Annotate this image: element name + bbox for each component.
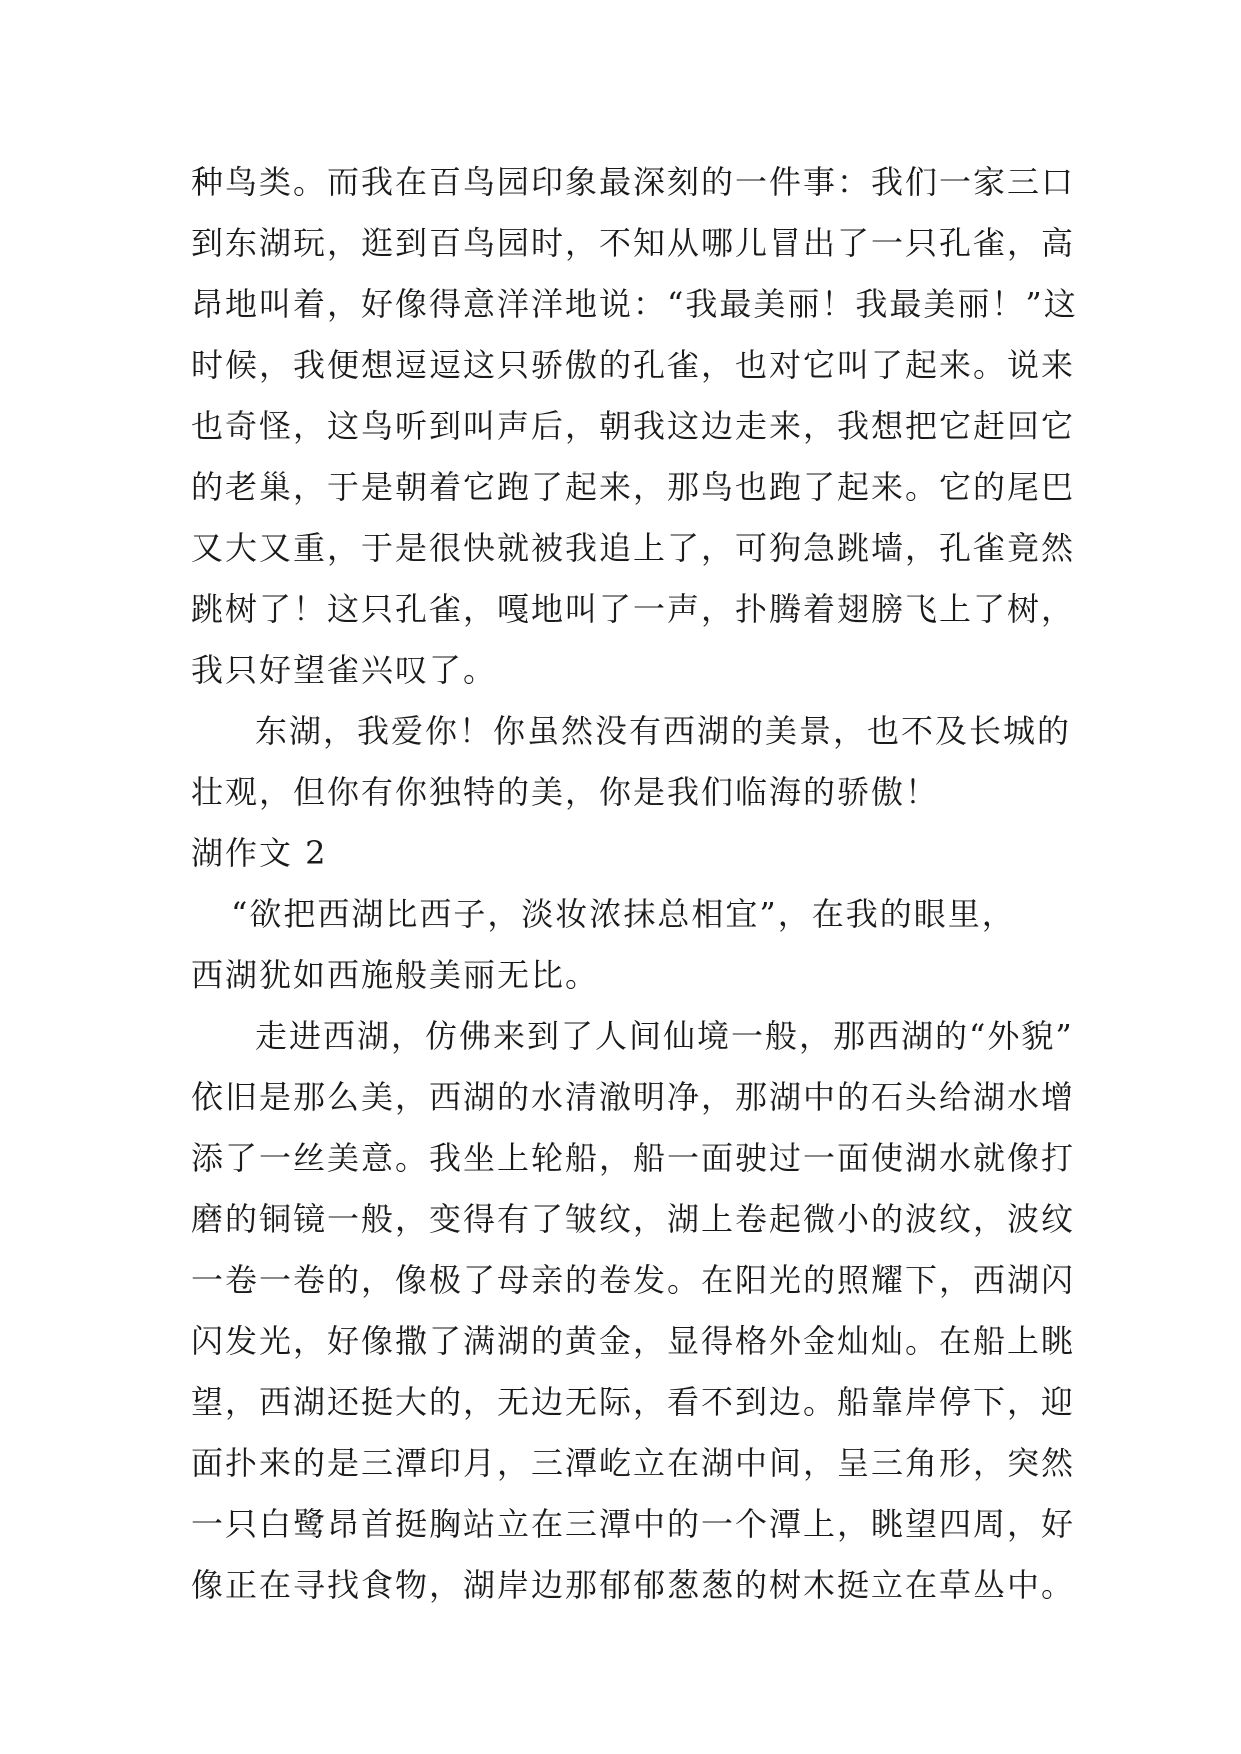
text-line: 添了一丝美意。我坐上轮船，船一面驶过一面使湖水就像打: [191, 1139, 1076, 1177]
text-line: 闪发光，好像撒了满湖的黄金，显得格外金灿灿。在船上眺: [191, 1322, 1076, 1360]
text-line: 的老巢，于是朝着它跑了起来，那鸟也跑了起来。它的尾巴: [191, 468, 1076, 506]
text-line: 时候，我便想逗逗这只骄傲的孔雀，也对它叫了起来。说来: [191, 346, 1076, 384]
text-line: 到东湖玩，逛到百鸟园时，不知从哪儿冒出了一只孔雀，高: [191, 224, 1076, 262]
text-line: 种鸟类。而我在百鸟园印象最深刻的一件事：我们一家三口: [191, 163, 1076, 201]
text-line: 磨的铜镜一般，变得有了皱纹，湖上卷起微小的波纹，波纹: [191, 1200, 1076, 1238]
text-line: 东湖，我爱你！你虽然没有西湖的美景，也不及长城的: [255, 712, 1072, 750]
essay-body: [191, 152, 1078, 1616]
text-line: 望，西湖还挺大的，无边无际，看不到边。船靠岸停下，迎: [191, 1383, 1076, 1421]
text-line: 跳树了！这只孔雀，嘎地叫了一声，扑腾着翅膀飞上了树，: [191, 590, 1076, 628]
text-line: 我只好望雀兴叹了。: [191, 651, 498, 689]
text-line: 一只白鹭昂首挺胸站立在三潭中的一个潭上，眺望四周，好: [191, 1505, 1076, 1543]
text-line: 面扑来的是三潭印月，三潭屹立在湖中间，呈三角形，突然: [191, 1444, 1076, 1482]
text-line: 也奇怪，这鸟听到叫声后，朝我这边走来，我想把它赶回它: [191, 407, 1076, 445]
text-line: 像正在寻找食物，湖岸边那郁郁葱葱的树木挺立在草丛中。: [191, 1566, 1076, 1604]
text-line: 昂地叫着，好像得意洋洋地说：“我最美丽！我最美丽！”这: [191, 285, 1078, 323]
text-line: 走进西湖，仿佛来到了人间仙境一般，那西湖的“外貌”: [255, 1017, 1074, 1055]
section-heading: 湖作文 2: [191, 834, 328, 872]
text-line: 又大又重，于是很快就被我追上了，可狗急跳墙，孔雀竟然: [191, 529, 1076, 567]
text-line: 西湖犹如西施般美丽无比。: [191, 956, 600, 994]
text-line: 依旧是那么美，西湖的水清澈明净，那湖中的石头给湖水增: [191, 1078, 1076, 1116]
text-line: 壮观，但你有你独特的美，你是我们临海的骄傲！: [191, 773, 940, 811]
text-line: “欲把西湖比西子，淡妆浓抹总相宜”，在我的眼里，: [231, 895, 1016, 933]
text-line: 一卷一卷的，像极了母亲的卷发。在阳光的照耀下，西湖闪: [191, 1261, 1076, 1299]
